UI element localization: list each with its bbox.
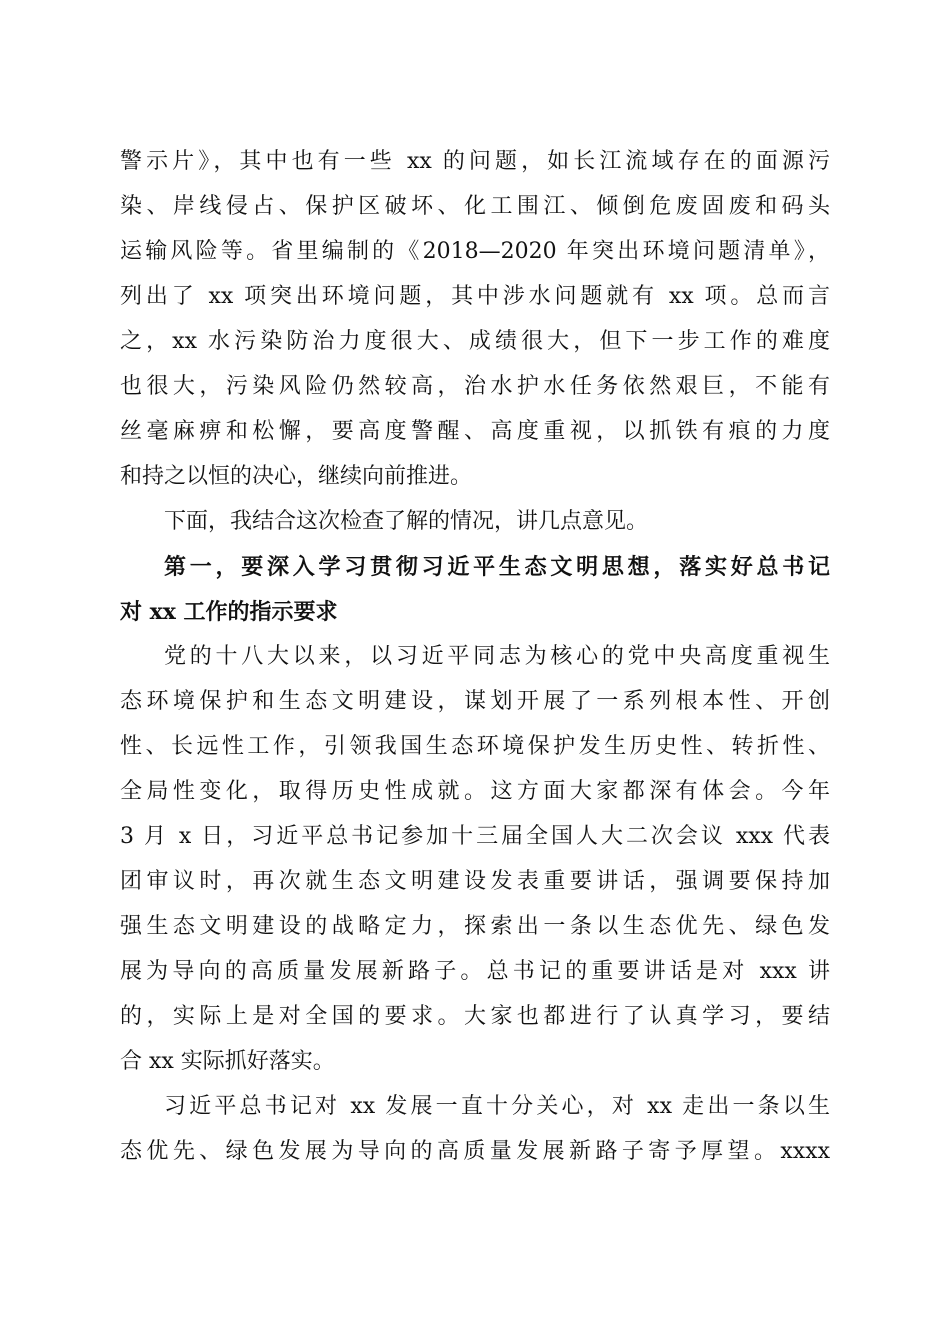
text-line: 展为导向的高质量发展新路子。总书记的重要讲话是对 xxx 讲: [120, 959, 830, 984]
text-line: 运输风险等。省里编制的《2018—2020 年突出环境问题清单》，: [120, 239, 830, 264]
section-heading: 第一，要深入学习贯彻习近平生态文明思想，落实好总书记: [164, 554, 830, 580]
paragraph-intro: 下面，我结合这次检查了解的情况，讲几点意见。: [164, 509, 649, 534]
text-line: 强生态文明建设的战略定力，探索出一条以生态优先、绿色发: [120, 914, 830, 939]
text-line: 态优先、绿色发展为导向的高质量发展新路子寄予厚望。xxxx: [120, 1139, 830, 1164]
text-line: 合 xx 实际抓好落实。: [120, 1049, 335, 1074]
text-line: 也很大，污染风险仍然较高，治水护水任务依然艰巨，不能有: [120, 374, 830, 399]
text-line: 丝毫麻痹和松懈，要高度警醒、高度重视，以抓铁有痕的力度: [120, 419, 830, 444]
text-line: 3 月 x 日，习近平总书记参加十三届全国人大二次会议 xxx 代表: [120, 824, 830, 849]
text-line: 习近平总书记对 xx 发展一直十分关心，对 xx 走出一条以生: [164, 1094, 830, 1119]
text-line: 和持之以恒的决心，继续向前推进。: [120, 464, 473, 489]
text-line: 之，xx 水污染防治力度很大、成绩很大，但下一步工作的难度: [120, 329, 830, 354]
text-line: 的，实际上是对全国的要求。大家也都进行了认真学习，要结: [120, 1004, 830, 1029]
text-line: 染、岸线侵占、保护区破坏、化工围江、倾倒危废固废和码头: [120, 194, 830, 219]
text-line: 党的十八大以来，以习近平同志为核心的党中央高度重视生: [164, 644, 830, 669]
text-line: 团审议时，再次就生态文明建设发表重要讲话，强调要保持加: [120, 869, 830, 894]
section-heading-cont: 对 xx 工作的指示要求: [120, 599, 338, 625]
text-line: 态环境保护和生态文明建设，谋划开展了一系列根本性、开创: [120, 689, 830, 714]
text-line: 全局性变化，取得历史性成就。这方面大家都深有体会。今年: [120, 779, 830, 804]
text-line: 性、长远性工作，引领我国生态环境保护发生历史性、转折性、: [120, 734, 830, 759]
text-line: 列出了 xx 项突出环境问题，其中涉水问题就有 xx 项。总而言: [120, 284, 830, 309]
text-line: 警示片》，其中也有一些 xx 的问题，如长江流域存在的面源污: [120, 149, 830, 174]
